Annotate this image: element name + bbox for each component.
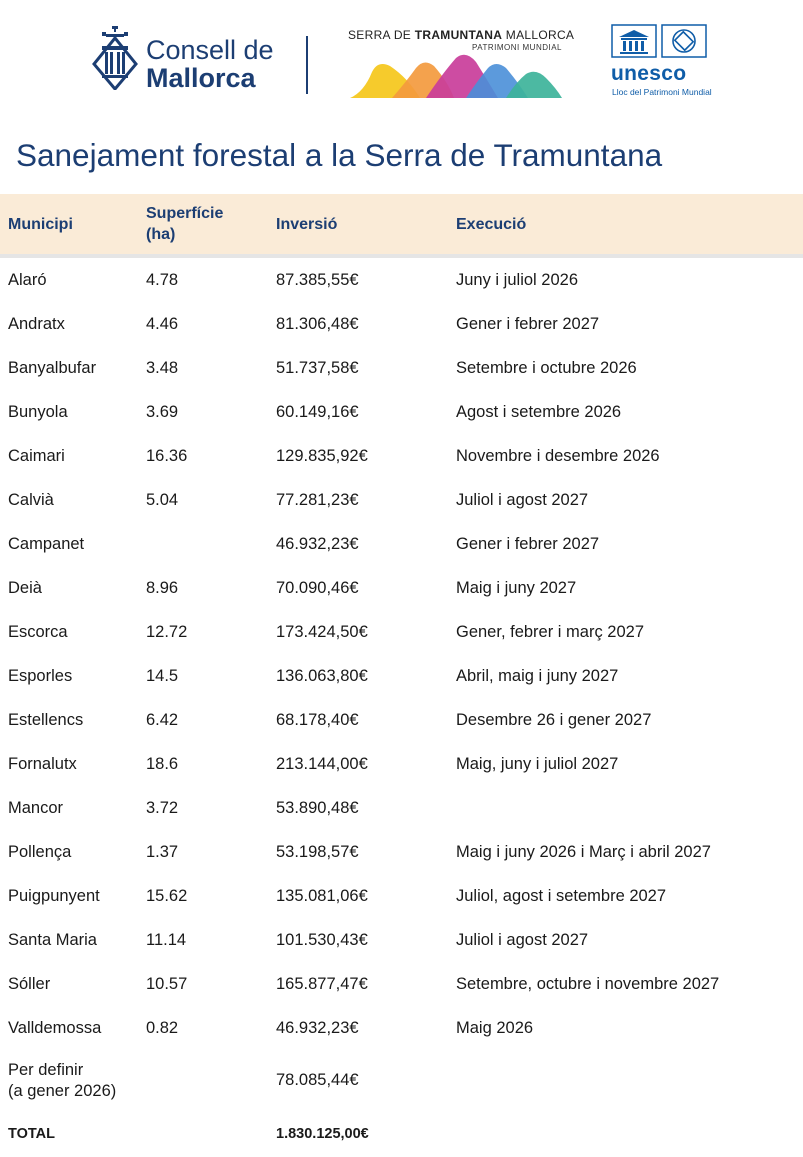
consell-shield-icon (92, 26, 138, 90)
table-header-row (0, 194, 803, 256)
table-row (0, 1006, 803, 1050)
cell-superficie: 14.5 (146, 666, 179, 685)
cell-execucio: Desembre 26 i gener 2027 (456, 710, 652, 729)
cell-execucio: Agost i setembre 2026 (456, 402, 622, 421)
cell-superficie: 16.36 (146, 446, 188, 465)
unesco-word: unesco (611, 62, 687, 85)
cell-municipi: Santa Maria (8, 930, 97, 949)
header-superficie-line-1: Superfície (146, 205, 224, 222)
table-row (0, 698, 803, 742)
unesco-subtitle: Lloc del Patrimoni Mundial (612, 87, 712, 97)
cell-inversio: 70.090,46€ (276, 578, 359, 597)
cell-municipi: Puigpunyent (8, 886, 100, 905)
unesco-emblem-icon (611, 24, 707, 58)
cell-inversio: 173.424,50€ (276, 622, 368, 641)
cell-municipi: Valldemossa (8, 1018, 102, 1037)
cell-inversio: 78.085,44€ (276, 1071, 359, 1089)
cell-inversio: 60.149,16€ (276, 402, 359, 421)
cell-inversio: 53.198,57€ (276, 842, 359, 861)
consell-line-2: Mallorca (146, 63, 256, 93)
cell-superficie: 6.42 (146, 710, 179, 729)
cell-inversio: 87.385,55€ (276, 270, 359, 289)
serra-subtitle: PATRIMONI MUNDIAL (472, 43, 562, 52)
consell-line-1: Consell de (146, 35, 274, 65)
cell-execucio: Juliol, agost i setembre 2027 (456, 886, 667, 905)
cell-municipi: Calvià (8, 490, 54, 509)
cell-superficie (139, 1111, 268, 1157)
pending-line-1: Per definir (8, 1060, 84, 1079)
table-row (0, 302, 803, 346)
table-row-pending (0, 1050, 803, 1111)
cell-municipi-pending (0, 1050, 139, 1111)
cell-municipi: Banyalbufar (8, 358, 97, 377)
header-superficie-line-2: (ha) (146, 226, 176, 243)
page-title: Sanejament forestal a la Serra de Tramuntana (16, 137, 663, 173)
table-row (0, 566, 803, 610)
cell-superficie: 1.37 (146, 842, 179, 861)
cell-execucio: Gener i febrer 2027 (456, 534, 600, 553)
cell-inversio: 165.877,47€ (276, 974, 368, 993)
cell-superficie: 4.46 (146, 314, 179, 333)
mountains-icon (350, 52, 562, 100)
cell-inversio: 51.737,58€ (276, 358, 359, 377)
serra-prefix: SERRA DE (348, 28, 415, 42)
cell-superficie: 8.96 (146, 578, 179, 597)
header-execucio: Execució (448, 194, 803, 256)
cell-superficie: 18.6 (146, 754, 179, 773)
table-row (0, 610, 803, 654)
cell-superficie (139, 1050, 268, 1111)
cell-municipi: Escorca (8, 622, 68, 641)
cell-execucio: Juliol i agost 2027 (456, 490, 589, 509)
unesco-logo (611, 24, 721, 100)
serra-bold: TRAMUNTANA (414, 28, 503, 42)
cell-execucio (448, 1111, 803, 1157)
cell-municipi: Andratx (8, 314, 65, 333)
cell-inversio: 53.890,48€ (276, 798, 359, 817)
cell-execucio (448, 786, 803, 830)
logo-header (0, 0, 803, 110)
cell-execucio: Maig i juny 2027 (456, 578, 577, 597)
cell-superficie: 5.04 (146, 490, 179, 509)
cell-municipi: Campanet (8, 534, 85, 553)
cell-superficie: 3.48 (146, 358, 179, 377)
cell-superficie: 15.62 (146, 886, 188, 905)
table-row (0, 390, 803, 434)
cell-inversio: 77.281,23€ (276, 490, 359, 509)
cell-execucio: Abril, maig i juny 2027 (456, 666, 619, 685)
cell-municipi: Bunyola (8, 402, 68, 421)
cell-inversio: 135.081,06€ (276, 886, 368, 905)
cell-inversio: 46.932,23€ (276, 1018, 359, 1037)
cell-municipi: Mancor (8, 798, 64, 817)
cell-municipi: Fornalutx (8, 754, 77, 773)
cell-execucio: Setembre, octubre i novembre 2027 (456, 974, 720, 993)
cell-execucio: Gener, febrer i març 2027 (456, 622, 645, 641)
table-row (0, 962, 803, 1006)
table-row (0, 434, 803, 478)
cell-superficie: 3.69 (146, 402, 179, 421)
cell-municipi: Sóller (8, 974, 51, 993)
cell-superficie: 3.72 (146, 798, 179, 817)
cell-municipi: Esporles (8, 666, 73, 685)
table-row (0, 346, 803, 390)
table-row (0, 742, 803, 786)
table-row (0, 522, 803, 566)
pending-line-2: (a gener 2026) (8, 1081, 117, 1100)
cell-execucio: Maig, juny i juliol 2027 (456, 754, 619, 773)
header-municipi: Municipi (0, 194, 139, 256)
cell-inversio: 101.530,43€ (276, 930, 368, 949)
cell-municipi: Alaró (8, 270, 47, 289)
cell-superficie (139, 522, 268, 566)
cell-execucio: Maig i juny 2026 i Març i abril 2027 (456, 842, 711, 861)
cell-execucio: Gener i febrer 2027 (456, 314, 600, 333)
cell-inversio: 136.063,80€ (276, 666, 368, 685)
table-row (0, 830, 803, 874)
total-inversio: 1.830.125,00€ (276, 1126, 369, 1142)
header-superficie (139, 194, 268, 256)
cell-execucio: Setembre i octubre 2026 (456, 358, 637, 377)
cell-inversio: 81.306,48€ (276, 314, 359, 333)
table-row (0, 478, 803, 522)
table-row (0, 786, 803, 830)
cell-superficie: 10.57 (146, 974, 188, 993)
cell-execucio: Juny i juliol 2026 (456, 270, 578, 289)
total-label: TOTAL (8, 1126, 55, 1142)
investment-table (0, 194, 803, 1157)
cell-inversio: 68.178,40€ (276, 710, 359, 729)
logo-separator (306, 36, 308, 94)
cell-superficie: 0.82 (146, 1018, 179, 1037)
cell-inversio: 46.932,23€ (276, 534, 359, 553)
cell-execucio: Maig 2026 (456, 1018, 534, 1037)
cell-municipi: Deià (8, 578, 42, 597)
cell-execucio: Juliol i agost 2027 (456, 930, 589, 949)
cell-execucio: Novembre i desembre 2026 (456, 446, 660, 465)
cell-municipi: Caimari (8, 446, 65, 465)
cell-inversio: 213.144,00€ (276, 754, 368, 773)
cell-execucio (448, 1050, 803, 1111)
table-row (0, 256, 803, 302)
header-inversio: Inversió (268, 194, 448, 256)
cell-municipi: Estellencs (8, 710, 84, 729)
table-row-total (0, 1111, 803, 1157)
cell-inversio: 129.835,92€ (276, 446, 368, 465)
serra-suffix: MALLORCA (502, 28, 575, 42)
serra-tramuntana-logo (348, 28, 575, 100)
table-row (0, 874, 803, 918)
cell-superficie: 11.14 (146, 930, 187, 949)
table-row (0, 918, 803, 962)
cell-municipi: Pollença (8, 842, 72, 861)
table-row (0, 654, 803, 698)
cell-superficie: 4.78 (146, 270, 179, 289)
cell-superficie: 12.72 (146, 622, 188, 641)
